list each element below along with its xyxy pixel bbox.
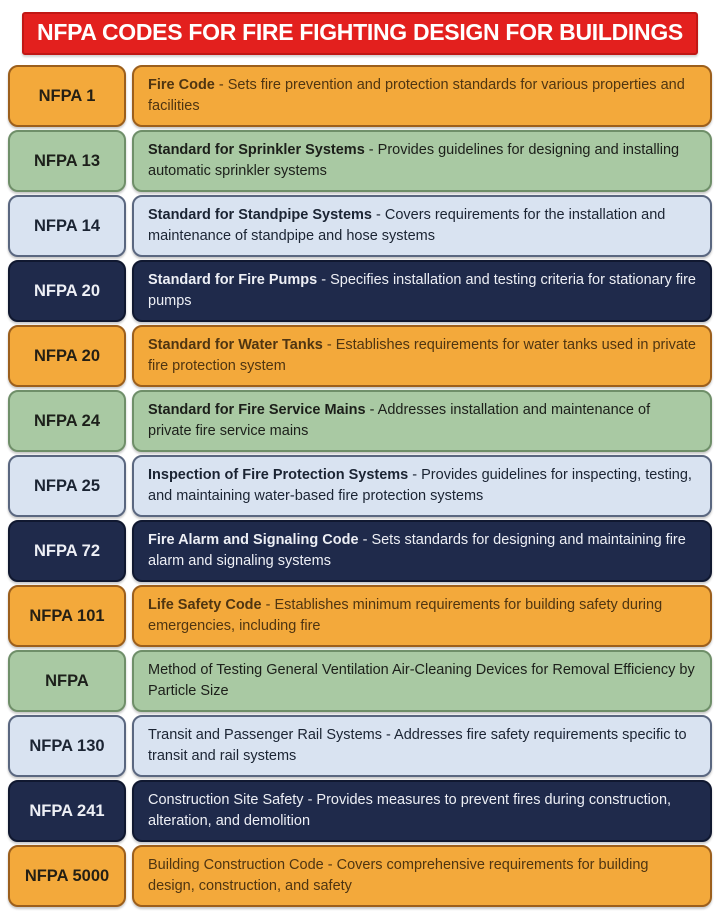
nfpa-code-title: Standard for Water Tanks — [148, 337, 323, 354]
nfpa-description-box — [132, 585, 712, 647]
table-row — [8, 650, 712, 712]
table-row — [8, 845, 712, 907]
nfpa-code-title: Standard for Fire Service Mains — [148, 402, 366, 419]
nfpa-description-text — [148, 855, 696, 896]
nfpa-description-box — [132, 520, 712, 582]
nfpa-code-badge: NFPA 1 — [8, 65, 126, 127]
nfpa-description-box — [132, 715, 712, 777]
table-row — [8, 520, 712, 582]
nfpa-code-badge: NFPA 24 — [8, 390, 126, 452]
table-row — [8, 715, 712, 777]
nfpa-code-summary: - Addresses installation and maintenance of private fire service mains — [148, 402, 651, 439]
nfpa-code-badge: NFPA — [8, 650, 126, 712]
nfpa-description-text — [148, 530, 696, 571]
nfpa-description-box — [132, 650, 712, 712]
nfpa-code-badge: NFPA 20 — [8, 325, 126, 387]
nfpa-description-text — [148, 205, 696, 246]
nfpa-code-title: Inspection of Fire Protection Systems — [148, 467, 409, 484]
nfpa-code-title: Standard for Sprinkler Systems — [148, 142, 365, 159]
nfpa-code-summary: - Establishes minimum requirements for building safety during emergencies, including fire — [148, 597, 663, 634]
nfpa-description-text — [148, 140, 696, 181]
nfpa-description-box — [132, 390, 712, 452]
nfpa-code-badge: NFPA 14 — [8, 195, 126, 257]
nfpa-code-badge: NFPA 101 — [8, 585, 126, 647]
nfpa-code-badge: NFPA 5000 — [8, 845, 126, 907]
table-row — [8, 260, 712, 322]
nfpa-description-box — [132, 780, 712, 842]
nfpa-description-text — [148, 790, 696, 831]
nfpa-code-title: Life Safety Code — [148, 597, 262, 614]
table-row — [8, 325, 712, 387]
nfpa-description-text — [148, 660, 696, 701]
nfpa-code-summary: - Sets fire prevention and protection standards for various properties and facilities — [148, 77, 685, 114]
nfpa-description-box — [132, 260, 712, 322]
table-row — [8, 195, 712, 257]
nfpa-description-text — [148, 725, 696, 766]
table-row — [8, 455, 712, 517]
nfpa-description-box — [132, 845, 712, 907]
nfpa-description-text — [148, 270, 696, 311]
nfpa-code-summary: Method of Testing General Ventilation Air-Cleaning Devices for Removal Efficiency by Particle Size — [148, 662, 695, 699]
nfpa-code-title: Fire Alarm and Signaling Code — [148, 532, 359, 549]
nfpa-description-text — [148, 75, 696, 116]
nfpa-rows-list — [8, 65, 712, 907]
nfpa-description-text — [148, 465, 696, 506]
table-row — [8, 780, 712, 842]
table-row — [8, 585, 712, 647]
table-row — [8, 65, 712, 127]
nfpa-code-badge: NFPA 72 — [8, 520, 126, 582]
page-title: NFPA CODES FOR FIRE FIGHTING DESIGN FOR BUILDINGS — [22, 12, 698, 55]
nfpa-code-summary: - Sets standards for designing and maintaining fire alarm and signaling systems — [148, 532, 686, 569]
nfpa-code-summary: - Covers requirements for the installation and maintenance of standpipe and hose systems — [148, 207, 666, 244]
nfpa-code-summary: - Provides guidelines for inspecting, testing, and maintaining water-based fire protection systems — [148, 467, 692, 504]
table-row — [8, 390, 712, 452]
nfpa-code-badge: NFPA 20 — [8, 260, 126, 322]
nfpa-code-summary: - Specifies installation and testing criteria for stationary fire pumps — [148, 272, 696, 309]
nfpa-code-title: Fire Code — [148, 77, 215, 94]
table-row — [8, 130, 712, 192]
nfpa-code-badge: NFPA 241 — [8, 780, 126, 842]
nfpa-code-badge: NFPA 13 — [8, 130, 126, 192]
nfpa-code-title: Standard for Fire Pumps — [148, 272, 318, 289]
nfpa-description-text — [148, 595, 696, 636]
nfpa-code-badge: NFPA 130 — [8, 715, 126, 777]
nfpa-code-summary: Building Construction Code - Covers comprehensive requirements for building design, construction, and safety — [148, 857, 649, 894]
nfpa-code-summary: Construction Site Safety - Provides measures to prevent fires during construction, alteration, and demolition — [148, 792, 672, 829]
nfpa-description-text — [148, 400, 696, 441]
nfpa-code-summary: - Provides guidelines for designing and installing automatic sprinkler systems — [148, 142, 680, 179]
nfpa-description-box — [132, 65, 712, 127]
nfpa-description-box — [132, 325, 712, 387]
nfpa-code-summary: - Establishes requirements for water tanks used in private fire protection system — [148, 337, 696, 374]
nfpa-code-badge: NFPA 25 — [8, 455, 126, 517]
nfpa-description-box — [132, 455, 712, 517]
nfpa-code-summary: Transit and Passenger Rail Systems - Addresses fire safety requirements specific to transit and rail systems — [148, 727, 687, 764]
nfpa-description-box — [132, 130, 712, 192]
nfpa-description-box — [132, 195, 712, 257]
nfpa-code-title: Standard for Standpipe Systems — [148, 207, 372, 224]
nfpa-description-text — [148, 335, 696, 376]
